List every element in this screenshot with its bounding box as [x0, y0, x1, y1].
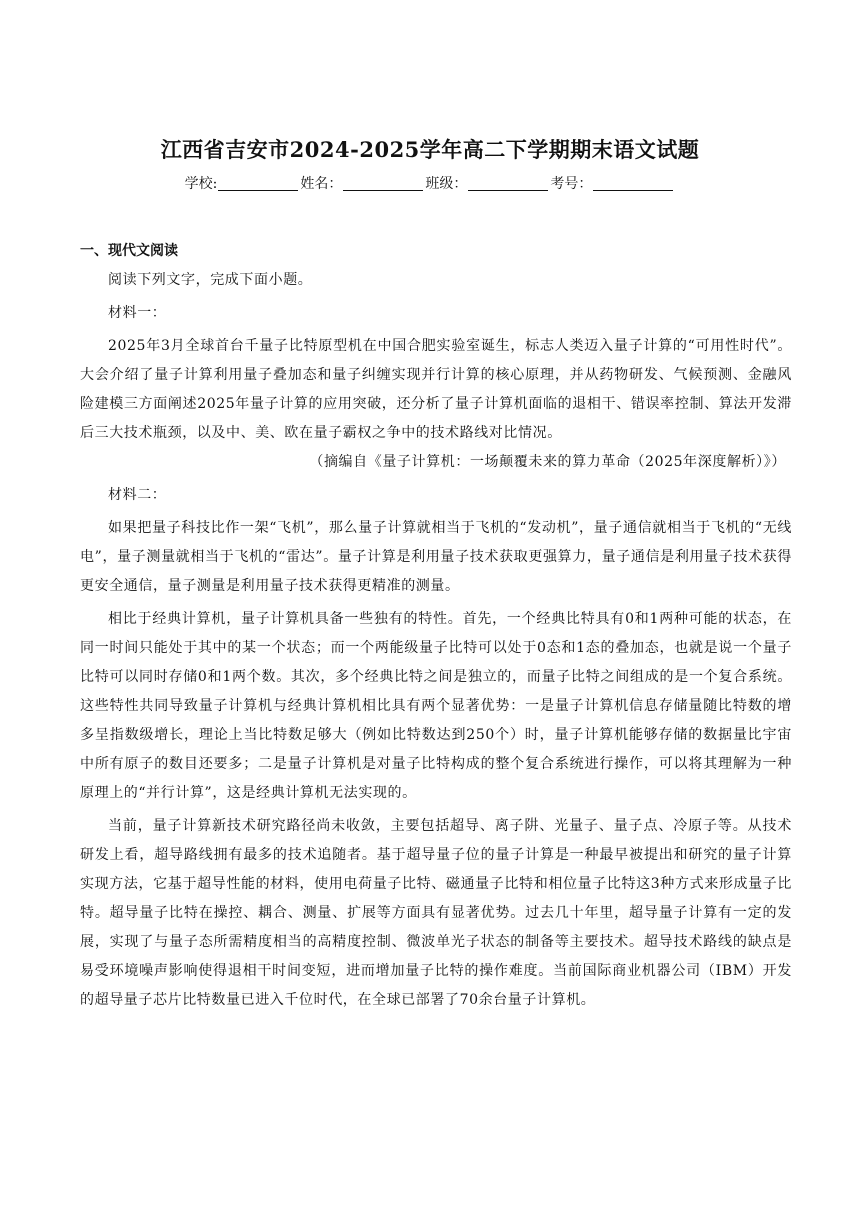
exam-number-blank[interactable] [593, 174, 673, 191]
material1-source: （摘编自《量子计算机：一场颠覆未来的算力革命（2025年深度解析）》） [309, 454, 786, 470]
school-blank[interactable] [218, 174, 298, 191]
class-label: 班级： [425, 176, 468, 192]
student-info-line [0, 172, 860, 196]
reading-passage [80, 266, 792, 1015]
material2-label: 材料二： [108, 487, 167, 503]
material1-label: 材料一： [108, 305, 167, 321]
exam-number-label: 考号： [550, 176, 593, 192]
material2-paragraph-2: 相比于经典计算机，量子计算机具备一些独有的特性。首先，一个经典比特具有0和1两种可能的状态，在同一时间只能处于其中的某一个状态；而一个两能级量子比特可以处于0态和1态的叠加态，也就是说一个量子比特可以同时存储0和1两个数。其次，多个经典比特之间是独立的，而量子比特之间组成的是一个复合系统。这些特性共同导致量子计算机与经典计算机相比具有两个显著优势：一是量子计算机信息存储量随比特数的增多呈指数级增长，理论上当比特数足够大（例如比特数达到250个）时，量子计算机能够存储的数据量比宇宙中所有原子的数目还要多；二是量子计算机是对量子比特构成的整个复合系统进行操作，可以将其理解为一种原理上的“并行计算”，这是经典计算机无法实现的。 [80, 611, 792, 801]
name-blank[interactable] [343, 174, 423, 191]
material2-paragraph-3: 当前，量子计算新技术研究路径尚未收敛，主要包括超导、离子阱、光量子、量子点、冷原子等。从技术研发上看，超导路线拥有最多的技术追随者。基于超导量子位的量子计算是一种最早被提出和研究的量子计算实现方法，它基于超导性能的材料，使用电荷量子比特、磁通量子比特和相位量子比特这3种方式来形成量子比特。超导量子比特在操控、耦合、测量、扩展等方面具有显著优势。过去几十年里，超导量子计算有一定的发展，实现了与量子态所需精度相当的高精度控制、微波单光子状态的制备等主要技术。超导技术路线的缺点是易受环境噪声影响使得退相干时间变短，进而增加量子比特的操作难度。当前国际商业机器公司（IBM）开发的超导量子芯片比特数量已进入千位时代，在全球已部署了70余台量子计算机。 [80, 818, 792, 1008]
exam-title: 江西省吉安市2024-2025学年高二下学期期末语文试题 [160, 137, 700, 162]
material2-paragraph-1: 如果把量子科技比作一架“飞机”，那么量子计算就相当于飞机的“发动机”，量子通信就相当于飞机的“无线电”，量子测量就相当于飞机的“雷达”。量子计算是利用量子技术获取更强算力，量子通信是利用量子技术获得更安全通信，量子测量是利用量子技术获得更精准的测量。 [80, 520, 792, 594]
class-blank[interactable] [468, 174, 548, 191]
material1-paragraph: 2025年3月全球首台千量子比特原型机在中国合肥实验室诞生，标志人类迈入量子计算的“可用性时代”。大会介绍了量子计算利用量子叠加态和量子纠缠实现并行计算的核心原理，并从药物研发、气候预测、金融风险建模三方面阐述2025年量子计算的应用突破，还分析了量子计算机面临的退相干、错误率控制、算法开发滞后三大技术瓶颈，以及中、美、欧在量子霸权之争中的技术路线对比情况。 [80, 338, 792, 441]
school-label: 学校: [184, 176, 218, 192]
name-label: 姓名： [300, 176, 343, 192]
section-heading: 一、现代文阅读 [80, 243, 178, 259]
instruction-text: 阅读下列文字，完成下面小题。 [108, 272, 313, 288]
